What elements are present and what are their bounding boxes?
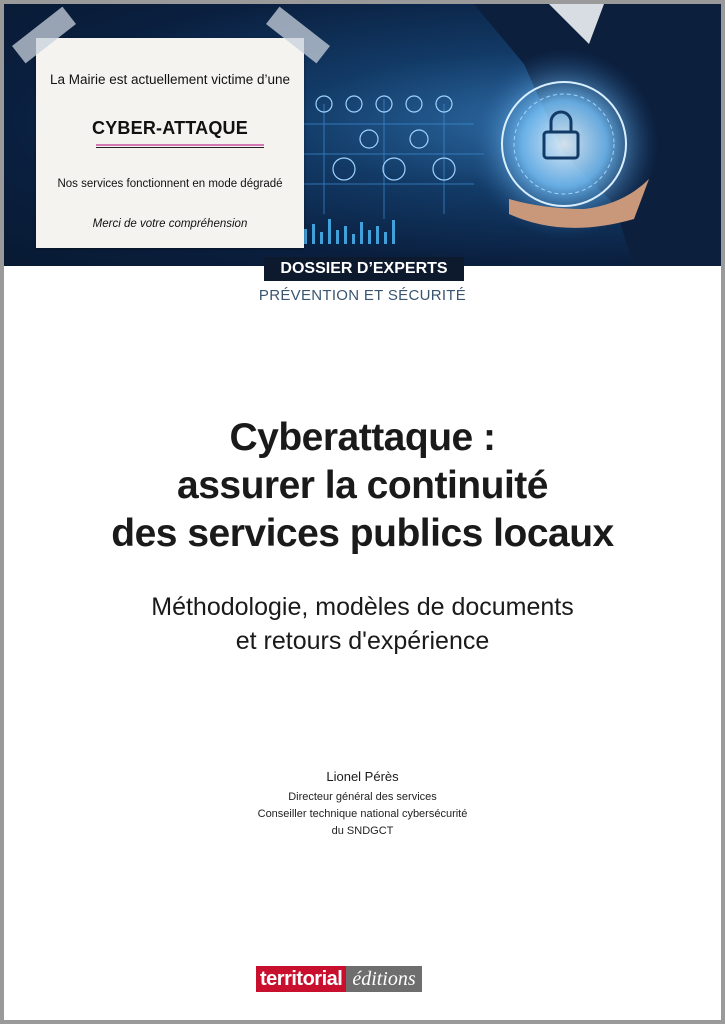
author-role-3: du SNDGCT [331, 825, 394, 837]
publisher-name-part-1: territorial [256, 966, 346, 992]
title-line-3: des services publics locaux [111, 512, 614, 555]
subtitle-line-1: Méthodologie, modèles de documents [151, 593, 574, 621]
cyber-attack-notice-sign [36, 38, 304, 248]
book-cover [4, 4, 721, 1020]
book-subtitle [4, 590, 721, 658]
series-label: DOSSIER D’EXPERTS [264, 257, 464, 281]
notice-line-1: La Mairie est actuellement victime d’une [49, 72, 291, 87]
notice-headline: CYBER-ATTAQUE [92, 118, 248, 138]
cover-banner-image [4, 4, 721, 266]
notice-line-3: Nos services fonctionnent en mode dégradé [57, 178, 283, 190]
publisher-logo [256, 966, 422, 992]
author-role-1: Directeur général des services [288, 791, 437, 803]
publisher-name-part-2: éditions [346, 966, 421, 992]
notice-line-4: Merci de votre compréhension [92, 218, 248, 230]
title-line-2: assurer la continuité [177, 464, 548, 507]
author-role-2: Conseiller technique national cybersécurité [257, 808, 468, 820]
book-title [4, 414, 721, 558]
notice-underline-dark [96, 147, 264, 148]
author-name: Lionel Pérès [326, 769, 399, 784]
title-line-1: Cyberattaque : [229, 416, 496, 459]
series-category: PRÉVENTION ET SÉCURITÉ [258, 287, 467, 304]
subtitle-line-2: et retours d'expérience [235, 627, 490, 655]
notice-underline [96, 144, 264, 146]
